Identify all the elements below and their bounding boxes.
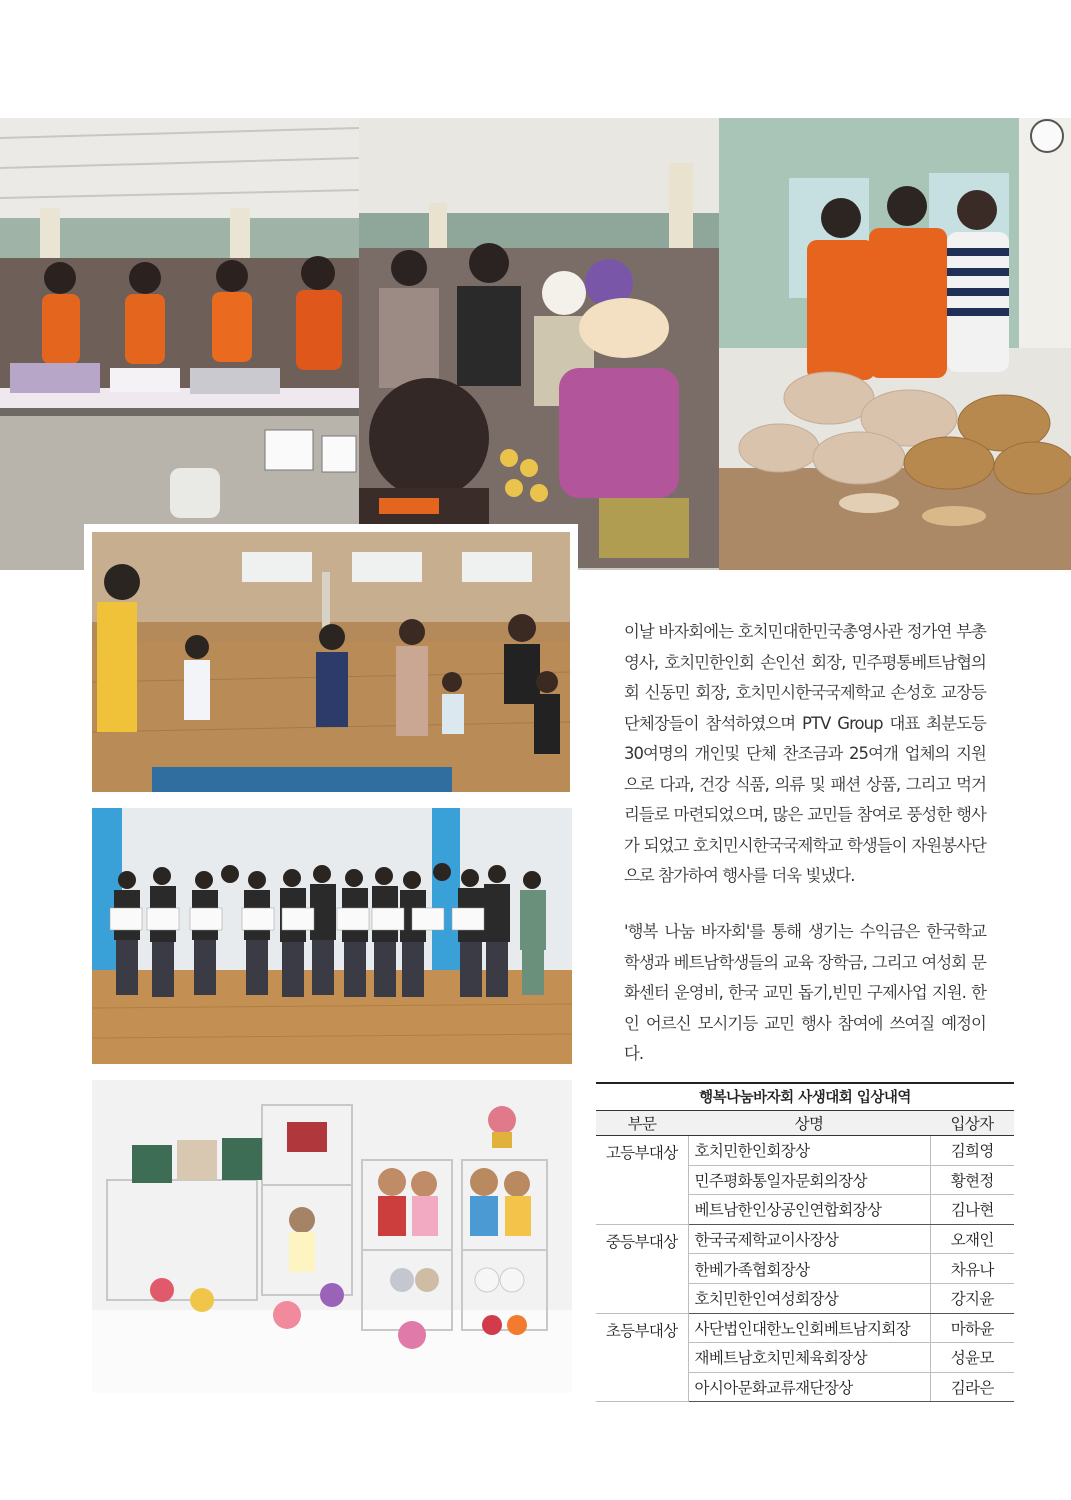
award-name: 사단법인대한노인회베트남지회장 <box>688 1313 930 1343</box>
award-name: 아시아문화교류재단장상 <box>688 1372 930 1402</box>
award-name: 호치민한인회장상 <box>688 1136 930 1166</box>
category-cell: 초등부대상 <box>596 1313 688 1402</box>
award-name: 재베트남호치민체육회장상 <box>688 1343 930 1373</box>
photo-crowd-shopping <box>359 118 719 570</box>
award-results-table <box>596 1082 1014 1402</box>
article-paragraph-1: 이날 바자회에는 호치민대한민국총영사관 정가연 부총영사, 호치민한인회 손인선 회장, 민주평통베트남협의회 신동민 회장, 호치민시한국국제학교 손성호 교장등 단체장들이 참석하였으며 PTV Group 대표 최분도등 30여명의 개인및 단체 찬조금과 25여개 업체의 지원으로 다과, 건강 식품, 의류 및 패션 상품, 그리고 먹거리들로 마련되었으며, 많은 교민들 참여로 풍성한 행사가 되었고 호치민시한국국제학교 학생들이 자원봉사단으로 참가하여 행사를 더욱 빛냈다. <box>624 622 986 885</box>
article-paragraph-2: '행복 나눔 바자회'를 통해 생기는 수익금은 한국학교 학생과 베트남학생들의 교육 장학금, 그리고 여성회 문화센터 운영비, 한국 교민 돕기,빈민 구제사업 지원. 한인 어르신 모시기등 교민 행사 참여에 쓰여질 예정이다. <box>624 922 986 1063</box>
photo-bazaar-volunteers <box>0 118 359 570</box>
header-category: 부문 <box>596 1111 688 1136</box>
award-name: 민주평화통일자문회의장상 <box>688 1165 930 1195</box>
winner-name: 오재인 <box>930 1224 1014 1254</box>
winner-name: 김나현 <box>930 1195 1014 1225</box>
category-cell: 고등부대상 <box>596 1136 688 1225</box>
award-name: 베트남한인상공인연합회장상 <box>688 1195 930 1225</box>
winner-name: 성윤모 <box>930 1343 1014 1373</box>
photo-handicraft-display <box>92 1080 572 1393</box>
award-name: 호치민한인여성회장상 <box>688 1283 930 1313</box>
photo-gymnasium-children <box>84 524 578 800</box>
photo-award-group <box>92 808 572 1064</box>
category-cell: 중등부대상 <box>596 1224 688 1313</box>
award-table-title: 행복나눔바자회 사생대회 입상내역 <box>596 1082 1014 1110</box>
award-name: 한베가족협회장상 <box>688 1254 930 1284</box>
table-row <box>596 1224 1014 1254</box>
winner-name: 차유나 <box>930 1254 1014 1284</box>
winner-name: 황현정 <box>930 1165 1014 1195</box>
winner-name: 김라은 <box>930 1372 1014 1402</box>
winner-name: 마하윤 <box>930 1313 1014 1343</box>
winner-name: 강지윤 <box>930 1283 1014 1313</box>
award-name: 한국국제학교이사장상 <box>688 1224 930 1254</box>
header-winner: 입상자 <box>930 1111 1014 1136</box>
photo-food-stall-staff <box>719 118 1071 570</box>
header-award: 상명 <box>688 1111 930 1136</box>
winner-name: 김희영 <box>930 1136 1014 1166</box>
table-row <box>596 1136 1014 1166</box>
table-row <box>596 1313 1014 1343</box>
